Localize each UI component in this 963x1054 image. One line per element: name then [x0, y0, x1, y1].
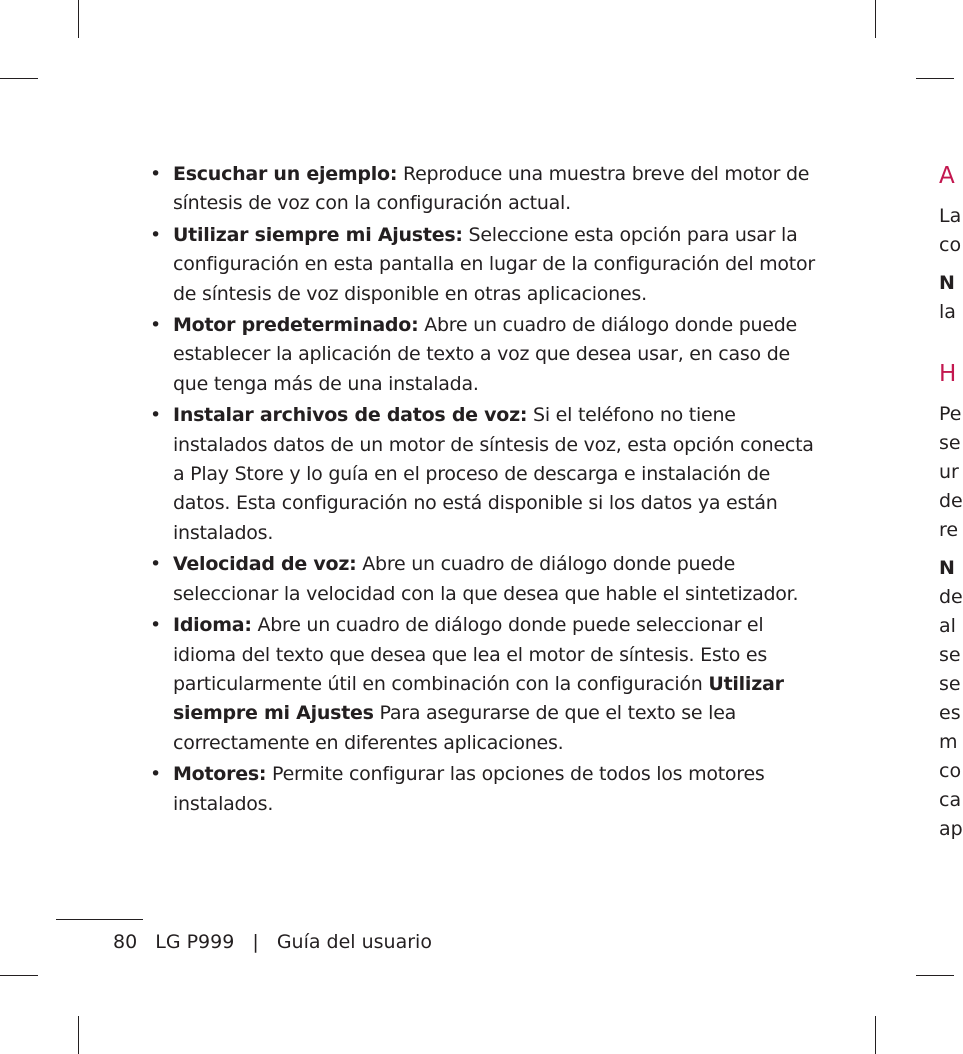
bullet-dot: •: [150, 404, 161, 427]
footer-guide-title: Guía del usuario: [276, 931, 432, 953]
item-term: Utilizar siempre mi Ajustes:: [173, 223, 463, 246]
footer-model: LG P999: [155, 931, 235, 953]
item-term: Motores:: [173, 763, 267, 786]
section-heading: A: [939, 163, 955, 189]
crop-mark-right-bottom: [916, 975, 954, 976]
body-line: se: [939, 644, 961, 666]
item-description: Abre un cuadro de diálogo donde puede seleccionar la velocidad con la que desea que hable el sintetizador.: [173, 553, 799, 605]
body-line: se: [939, 432, 961, 454]
note-label: N: [939, 272, 955, 294]
crop-mark-right-top: [916, 78, 954, 79]
list-item: [150, 311, 820, 399]
settings-bullet-list: [150, 160, 820, 821]
body-line: co: [939, 760, 962, 782]
item-term: Escuchar un ejemplo:: [173, 163, 398, 185]
list-item: [150, 221, 820, 309]
body-line: de: [939, 490, 963, 512]
item-term-inline: Utilizar siempre mi Ajustes: [173, 672, 784, 725]
crop-mark-top-right: [875, 0, 876, 38]
body-line: La: [939, 205, 962, 227]
page-number: 80: [113, 931, 138, 953]
item-description: Si el teléfono no tiene instalados datos de un motor de síntesis de voz, esta opción conecta a Play Store y lo guía en el proceso de descarga e instalación de datos. Esta configuración no está disponible si los datos ya están instalados.: [173, 404, 814, 544]
crop-mark-bottom-left: [78, 1016, 79, 1054]
body-line: ur: [939, 461, 959, 483]
bullet-dot: •: [150, 163, 161, 185]
list-item: [150, 550, 820, 609]
body-line: se: [939, 673, 961, 695]
body-line: Pe: [939, 403, 962, 425]
body-line: re: [939, 519, 959, 541]
section-heading: H: [939, 361, 957, 387]
body-line: al: [939, 615, 956, 637]
item-description-continued: Para asegurarse de que el texto se lea correctamente en diferentes aplicaciones.: [173, 702, 737, 754]
crop-mark-left-top: [0, 78, 38, 79]
list-item: [150, 160, 820, 219]
bullet-dot: •: [150, 614, 161, 637]
item-term: Idioma:: [173, 614, 252, 637]
bullet-dot: •: [150, 763, 161, 786]
item-term: Instalar archivos de datos de voz:: [173, 404, 528, 427]
list-item: [150, 760, 820, 819]
bullet-dot: •: [150, 223, 161, 246]
body-line: co: [939, 234, 962, 256]
body-line: la: [939, 301, 956, 323]
bullet-dot: •: [150, 553, 161, 576]
right-column-clipped: [939, 160, 963, 850]
list-item: [150, 401, 820, 548]
crop-mark-bottom-right: [875, 1016, 876, 1054]
item-term: Motor predeterminado:: [173, 314, 419, 337]
body-line: m: [939, 731, 958, 753]
bullet-dot: •: [150, 314, 161, 337]
note-label: N: [939, 557, 955, 579]
body-line: ap: [939, 818, 963, 840]
footer-rule: [56, 919, 143, 920]
item-description: Reproduce una muestra breve del motor de síntesis de voz con la configuración actual.: [173, 163, 810, 215]
body-line: de: [939, 586, 963, 608]
list-item: [150, 611, 820, 758]
crop-mark-left-bottom: [0, 975, 38, 976]
item-description: Permite configurar las opciones de todos los motores instalados.: [173, 763, 765, 815]
item-description: Seleccione esta opción para usar la configuración en esta pantalla en lugar de la configuración del motor de síntesis de voz disponible en otras aplicaciones.: [173, 223, 815, 305]
item-description: Abre un cuadro de diálogo donde puede establecer la aplicación de texto a voz que desea usar, en caso de que tenga más de una instalada.: [173, 314, 797, 395]
page-footer: [113, 928, 444, 956]
crop-mark-top-left: [78, 0, 79, 38]
item-description: Abre un cuadro de diálogo donde puede seleccionar el idioma del texto que desea que lea el motor de síntesis. Esto es particularmente útil en combinación con la configuración: [173, 614, 767, 695]
item-term: Velocidad de voz:: [173, 553, 357, 576]
footer-separator: |: [252, 931, 259, 953]
body-line: ca: [939, 789, 962, 811]
body-line: es: [939, 702, 961, 724]
